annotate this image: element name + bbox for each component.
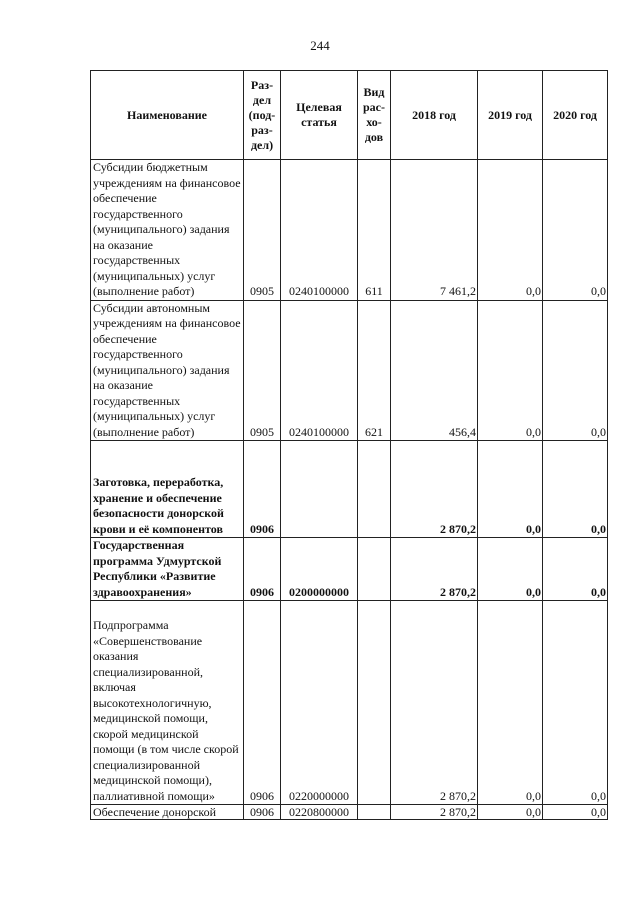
header-statya: Целевая статья (281, 71, 358, 160)
row-2020: 0,0 (543, 300, 608, 441)
row-vid: 621 (358, 300, 391, 441)
row-statya (281, 441, 358, 538)
row-statya: 0220000000 (281, 601, 358, 805)
row-name: Подпрограмма «Совершенствование оказания специализированной, включая высокотехнологичную, медицинской помощи, скорой медицинской помощи (в том числе скорой специализированной медицинской помощи), паллиативной помощи» (91, 601, 244, 805)
row-2018: 2 870,2 (391, 805, 478, 820)
row-razdel: 0906 (244, 805, 281, 820)
row-2020: 0,0 (543, 441, 608, 538)
row-2020: 0,0 (543, 601, 608, 805)
row-statya: 0220800000 (281, 805, 358, 820)
row-name: Субсидии автономным учреждениям на финансовое обеспечение государственного (муниципального) задания на оказание государственных (муниципальных) услуг (выполнение работ) (91, 300, 244, 441)
row-name: Заготовка, переработка, хранение и обеспечение безопасности донорской крови и её компонентов (91, 441, 244, 538)
row-2018: 7 461,2 (391, 160, 478, 301)
row-vid (358, 441, 391, 538)
table-header-row (91, 71, 608, 160)
row-razdel: 0905 (244, 160, 281, 301)
row-razdel: 0906 (244, 441, 281, 538)
row-2018: 2 870,2 (391, 538, 478, 601)
header-2019: 2019 год (478, 71, 543, 160)
header-vid: Вид рас- хо- дов (358, 71, 391, 160)
row-vid (358, 601, 391, 805)
row-2020: 0,0 (543, 805, 608, 820)
table-row (91, 441, 608, 538)
row-2018: 2 870,2 (391, 441, 478, 538)
row-2018: 456,4 (391, 300, 478, 441)
row-2020: 0,0 (543, 538, 608, 601)
row-razdel: 0906 (244, 601, 281, 805)
row-statya: 0240100000 (281, 300, 358, 441)
row-razdel: 0906 (244, 538, 281, 601)
row-vid (358, 538, 391, 601)
header-name: Наименование (91, 71, 244, 160)
row-statya: 0200000000 (281, 538, 358, 601)
header-2018: 2018 год (391, 71, 478, 160)
row-2020: 0,0 (543, 160, 608, 301)
row-name: Государственная программа Удмуртской Республики «Развитие здравоохранения» (91, 538, 244, 601)
row-statya: 0240100000 (281, 160, 358, 301)
row-2019: 0,0 (478, 300, 543, 441)
row-2018: 2 870,2 (391, 601, 478, 805)
row-2019: 0,0 (478, 441, 543, 538)
budget-table (90, 70, 608, 820)
row-name: Обеспечение донорской (91, 805, 244, 820)
row-2019: 0,0 (478, 601, 543, 805)
row-2019: 0,0 (478, 538, 543, 601)
row-vid (358, 805, 391, 820)
header-2020: 2020 год (543, 71, 608, 160)
header-razdel: Раз- дел (под- раз- дел) (244, 71, 281, 160)
row-vid: 611 (358, 160, 391, 301)
table-row (91, 300, 608, 441)
row-razdel: 0905 (244, 300, 281, 441)
table-row (91, 805, 608, 820)
row-2019: 0,0 (478, 805, 543, 820)
table-row (91, 160, 608, 301)
table-row (91, 601, 608, 805)
row-2019: 0,0 (478, 160, 543, 301)
page-number: 244 (310, 38, 330, 53)
table-row (91, 538, 608, 601)
row-name: Субсидии бюджетным учреждениям на финансовое обеспечение государственного (муниципального) задания на оказание государственных (муниципальных) услуг (выполнение работ) (91, 160, 244, 301)
